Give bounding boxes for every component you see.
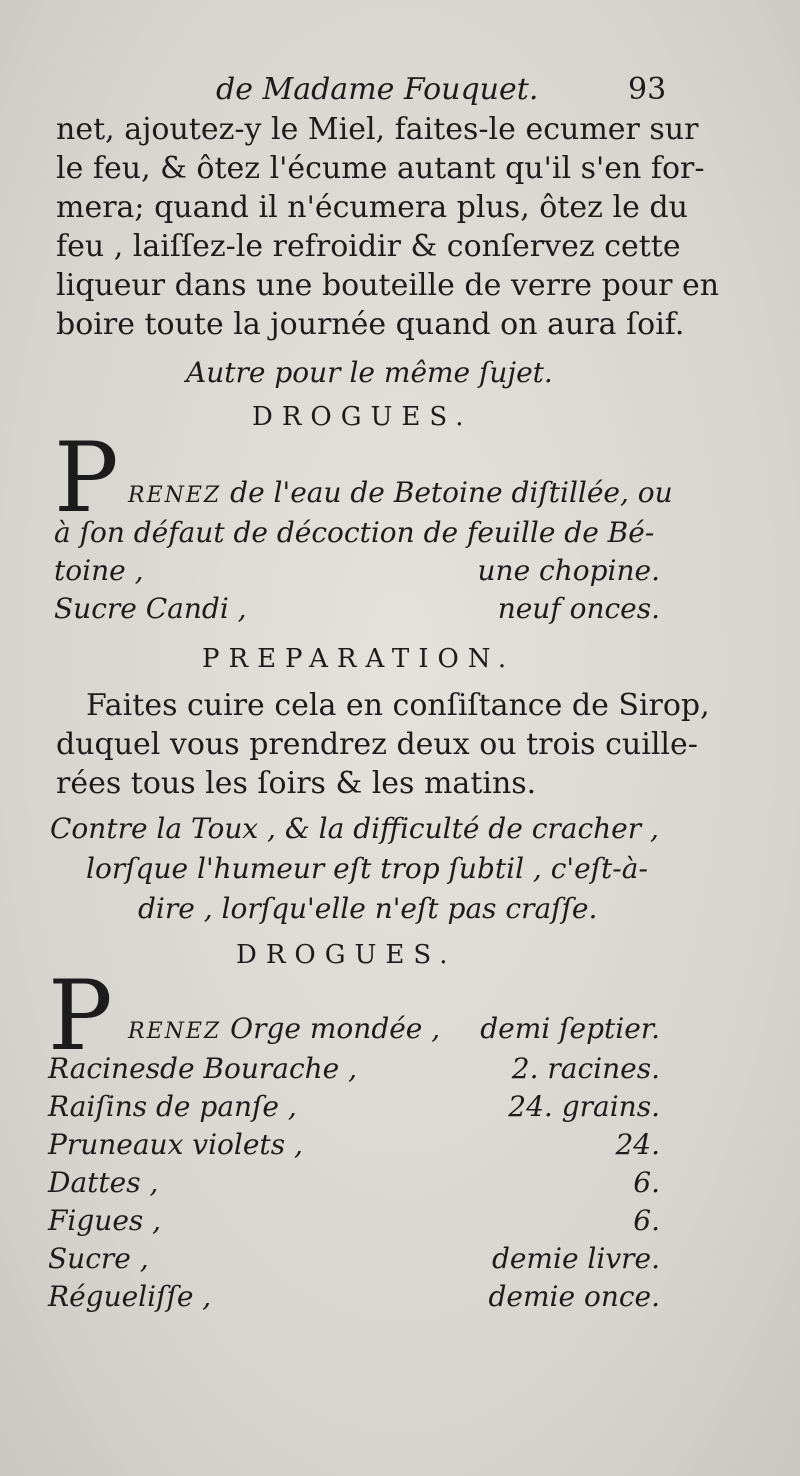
drop-cap: P [48, 960, 113, 1072]
section-title: Contre la Toux , & la difficulté de cracher , [50, 812, 659, 845]
section-title: Autre pour le même ſujet. [186, 356, 553, 389]
drogues-heading: DROGUES. [252, 402, 473, 432]
paragraph-line: liqueur dans une bouteille de verre pour en [56, 268, 720, 303]
ingredient-name: Sucre , [48, 1242, 149, 1275]
paragraph-line: boire toute la journée quand on aura ſoif. [56, 307, 685, 342]
preparation-line: rées tous les ſoirs & les matins. [56, 766, 537, 801]
recipe-line-1 [128, 476, 673, 509]
ingredient-qty: demie once. [488, 1280, 660, 1313]
section-title: lorſque l'humeur eſt trop ſubtil , c'eſt-à- [86, 852, 648, 885]
ingredient-name: Racinesde Bourache , [48, 1052, 358, 1085]
paragraph-line: net, ajoutez-y le Miel, faites-le ecumer sur [56, 112, 699, 147]
ingredient-qty: 24. grains. [508, 1090, 660, 1123]
ingredient-name: Orge mondée , [230, 1012, 441, 1045]
ingredient-name: Pruneaux violets , [48, 1128, 303, 1161]
ingredient-qty: 6. [633, 1204, 660, 1237]
ingredient-row [128, 1012, 440, 1045]
running-title: de Madame Fouquet. [216, 72, 539, 107]
preparation-line: duquel vous prendrez deux ou trois cuille- [56, 727, 698, 762]
paragraph-line: feu , laiſſez-le refroidir & conſervez cette [56, 229, 681, 264]
recipe-text: de l'eau de Betoine diſtillée, ou [230, 476, 673, 509]
ingredient-name: Sucre Candi , [54, 592, 247, 625]
preparation-heading: PREPARATION. [202, 644, 516, 674]
ingredient-qty: neuf onces. [497, 592, 660, 625]
paragraph-line: mera; quand il n'écumera plus, ôtez le du [56, 190, 688, 225]
ingredient-qty: une chopine. [477, 554, 660, 587]
ingredient-name: Dattes , [48, 1166, 159, 1199]
page-number: 93 [628, 72, 667, 107]
preparation-line: Faites cuire cela en conſiſtance de Sirop, [86, 688, 710, 723]
recipe-line-2: à ſon défaut de décoction de feuille de Bé- [54, 516, 655, 549]
ingredient-name: Régueliſſe , [48, 1280, 212, 1313]
ingredient-qty: demi ſeptier. [480, 1012, 660, 1045]
first-word: RENEZ [128, 1019, 222, 1044]
ingredient-qty: demie livre. [491, 1242, 660, 1275]
ingredient-qty: 6. [633, 1166, 660, 1199]
drop-cap: P [54, 422, 119, 534]
ingredient-qty: 2. racines. [511, 1052, 660, 1085]
ingredient-name: Raiſins de panſe , [48, 1090, 297, 1123]
ingredient-name: Figues , [48, 1204, 162, 1237]
drogues-heading: DROGUES. [236, 940, 457, 970]
first-word: RENEZ [128, 483, 222, 508]
section-title: dire , lorſqu'elle n'eſt pas craſſe. [138, 892, 598, 925]
ingredient-name: toine , [54, 554, 144, 587]
ingredient-qty: 24. [615, 1128, 660, 1161]
paragraph-line: le feu, & ôtez l'écume autant qu'il s'en for- [56, 151, 705, 186]
